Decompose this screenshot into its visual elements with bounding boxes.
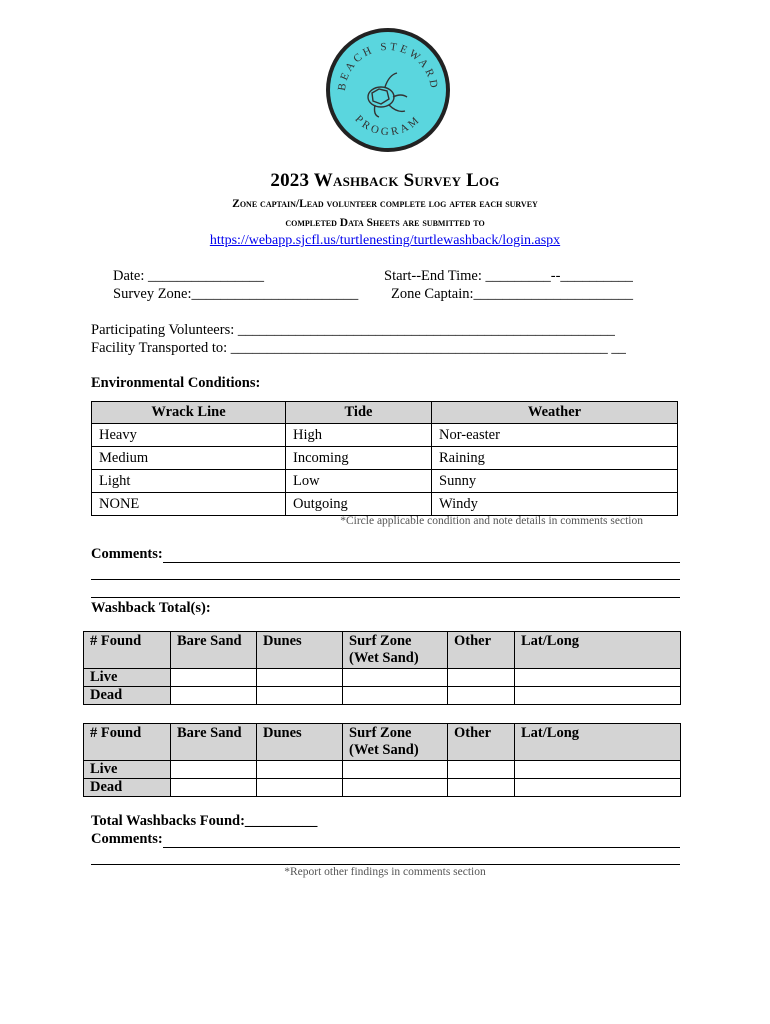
start-end-time-field[interactable]: Start--End Time: _________--__________ bbox=[384, 268, 633, 284]
tide-option[interactable]: Incoming bbox=[286, 447, 432, 470]
environment-header-row bbox=[92, 402, 678, 424]
header-wrack-line: Wrack Line bbox=[92, 402, 286, 424]
live-label: Live bbox=[84, 669, 171, 687]
header-found: # Found bbox=[84, 632, 171, 669]
table-row bbox=[84, 687, 681, 705]
washback-header-row bbox=[84, 632, 681, 669]
table-row bbox=[84, 761, 681, 779]
comments-line[interactable] bbox=[91, 864, 680, 865]
weather-option[interactable]: Windy bbox=[432, 493, 678, 516]
page-title: 2023 Washback Survey Log bbox=[270, 170, 500, 191]
header-surf-zone: Surf Zone (Wet Sand) bbox=[343, 632, 448, 669]
other-cell[interactable] bbox=[448, 761, 515, 779]
lat-long-cell[interactable] bbox=[515, 779, 681, 797]
subtitle-line-1: Zone captain/Lead volunteer complete log after each survey bbox=[232, 198, 538, 210]
comments-line[interactable] bbox=[91, 597, 680, 598]
environment-table bbox=[91, 401, 678, 516]
header-surf-zone: Surf Zone (Wet Sand) bbox=[343, 724, 448, 761]
wrack-option[interactable]: Light bbox=[92, 470, 286, 493]
dunes-cell[interactable] bbox=[257, 761, 343, 779]
bare-sand-cell[interactable] bbox=[171, 761, 257, 779]
other-cell[interactable] bbox=[448, 669, 515, 687]
washback-table-1 bbox=[83, 631, 681, 705]
header-bare-sand: Bare Sand bbox=[171, 632, 257, 669]
comments-label: Comments: bbox=[91, 546, 163, 562]
bare-sand-cell[interactable] bbox=[171, 669, 257, 687]
dunes-cell[interactable] bbox=[257, 669, 343, 687]
other-cell[interactable] bbox=[448, 687, 515, 705]
dead-label: Dead bbox=[84, 779, 171, 797]
weather-option[interactable]: Nor-easter bbox=[432, 424, 678, 447]
washback-header-row bbox=[84, 724, 681, 761]
circle-condition-note: *Circle applicable condition and note details in comments section bbox=[340, 515, 643, 527]
washback-totals-label: Washback Total(s): bbox=[91, 600, 211, 616]
svg-text:BEACH STEWARD: BEACH STEWARD bbox=[335, 40, 441, 92]
weather-option[interactable]: Raining bbox=[432, 447, 678, 470]
surf-zone-cell[interactable] bbox=[343, 779, 448, 797]
header-lat-long: Lat/Long bbox=[515, 632, 681, 669]
table-row bbox=[84, 669, 681, 687]
header-lat-long: Lat/Long bbox=[515, 724, 681, 761]
report-findings-note: *Report other findings in comments section bbox=[284, 866, 486, 878]
svg-text:PROGRAM: PROGRAM bbox=[352, 113, 424, 139]
header-dunes: Dunes bbox=[257, 632, 343, 669]
lat-long-cell[interactable] bbox=[515, 669, 681, 687]
tide-option[interactable]: High bbox=[286, 424, 432, 447]
facility-transported-field[interactable]: Facility Transported to: ____________________________________________________ __ bbox=[91, 340, 626, 356]
wrack-option[interactable]: NONE bbox=[92, 493, 286, 516]
table-row bbox=[84, 779, 681, 797]
header-bare-sand: Bare Sand bbox=[171, 724, 257, 761]
header-other: Other bbox=[448, 724, 515, 761]
participating-volunteers-field[interactable]: Participating Volunteers: ____________________________________________________ bbox=[91, 322, 615, 338]
surf-zone-cell[interactable] bbox=[343, 687, 448, 705]
comments-line[interactable] bbox=[91, 579, 680, 580]
dead-label: Dead bbox=[84, 687, 171, 705]
surf-zone-cell[interactable] bbox=[343, 761, 448, 779]
header-weather: Weather bbox=[432, 402, 678, 424]
wrack-option[interactable]: Medium bbox=[92, 447, 286, 470]
dunes-cell[interactable] bbox=[257, 687, 343, 705]
bare-sand-cell[interactable] bbox=[171, 687, 257, 705]
wrack-option[interactable]: Heavy bbox=[92, 424, 286, 447]
table-row bbox=[92, 470, 678, 493]
header-dunes: Dunes bbox=[257, 724, 343, 761]
live-label: Live bbox=[84, 761, 171, 779]
comments-line[interactable] bbox=[163, 847, 680, 848]
table-row bbox=[92, 424, 678, 447]
header-other: Other bbox=[448, 632, 515, 669]
beach-steward-logo bbox=[323, 25, 453, 155]
dunes-cell[interactable] bbox=[257, 779, 343, 797]
tide-option[interactable]: Outgoing bbox=[286, 493, 432, 516]
other-cell[interactable] bbox=[448, 779, 515, 797]
footer-comments-label: Comments: bbox=[91, 831, 163, 847]
table-row bbox=[92, 447, 678, 470]
lat-long-cell[interactable] bbox=[515, 761, 681, 779]
header-found: # Found bbox=[84, 724, 171, 761]
date-field[interactable]: Date: ________________ bbox=[113, 268, 265, 284]
survey-zone-field[interactable]: Survey Zone:_______________________ bbox=[113, 286, 359, 302]
submission-link[interactable]: https://webapp.sjcfl.us/turtlenesting/turtlewashback/login.aspx bbox=[209, 233, 561, 248]
weather-option[interactable]: Sunny bbox=[432, 470, 678, 493]
washback-table-2 bbox=[83, 723, 681, 797]
surf-zone-cell[interactable] bbox=[343, 669, 448, 687]
header-tide: Tide bbox=[286, 402, 432, 424]
lat-long-cell[interactable] bbox=[515, 687, 681, 705]
tide-option[interactable]: Low bbox=[286, 470, 432, 493]
zone-captain-field[interactable]: Zone Captain:______________________ bbox=[391, 286, 634, 302]
total-washbacks-field[interactable]: Total Washbacks Found:__________ bbox=[91, 813, 318, 829]
comments-line[interactable] bbox=[163, 562, 680, 563]
bare-sand-cell[interactable] bbox=[171, 779, 257, 797]
environmental-conditions-label: Environmental Conditions: bbox=[91, 375, 261, 391]
table-row bbox=[92, 493, 678, 516]
subtitle-line-2: completed Data Sheets are submitted to bbox=[285, 217, 485, 229]
